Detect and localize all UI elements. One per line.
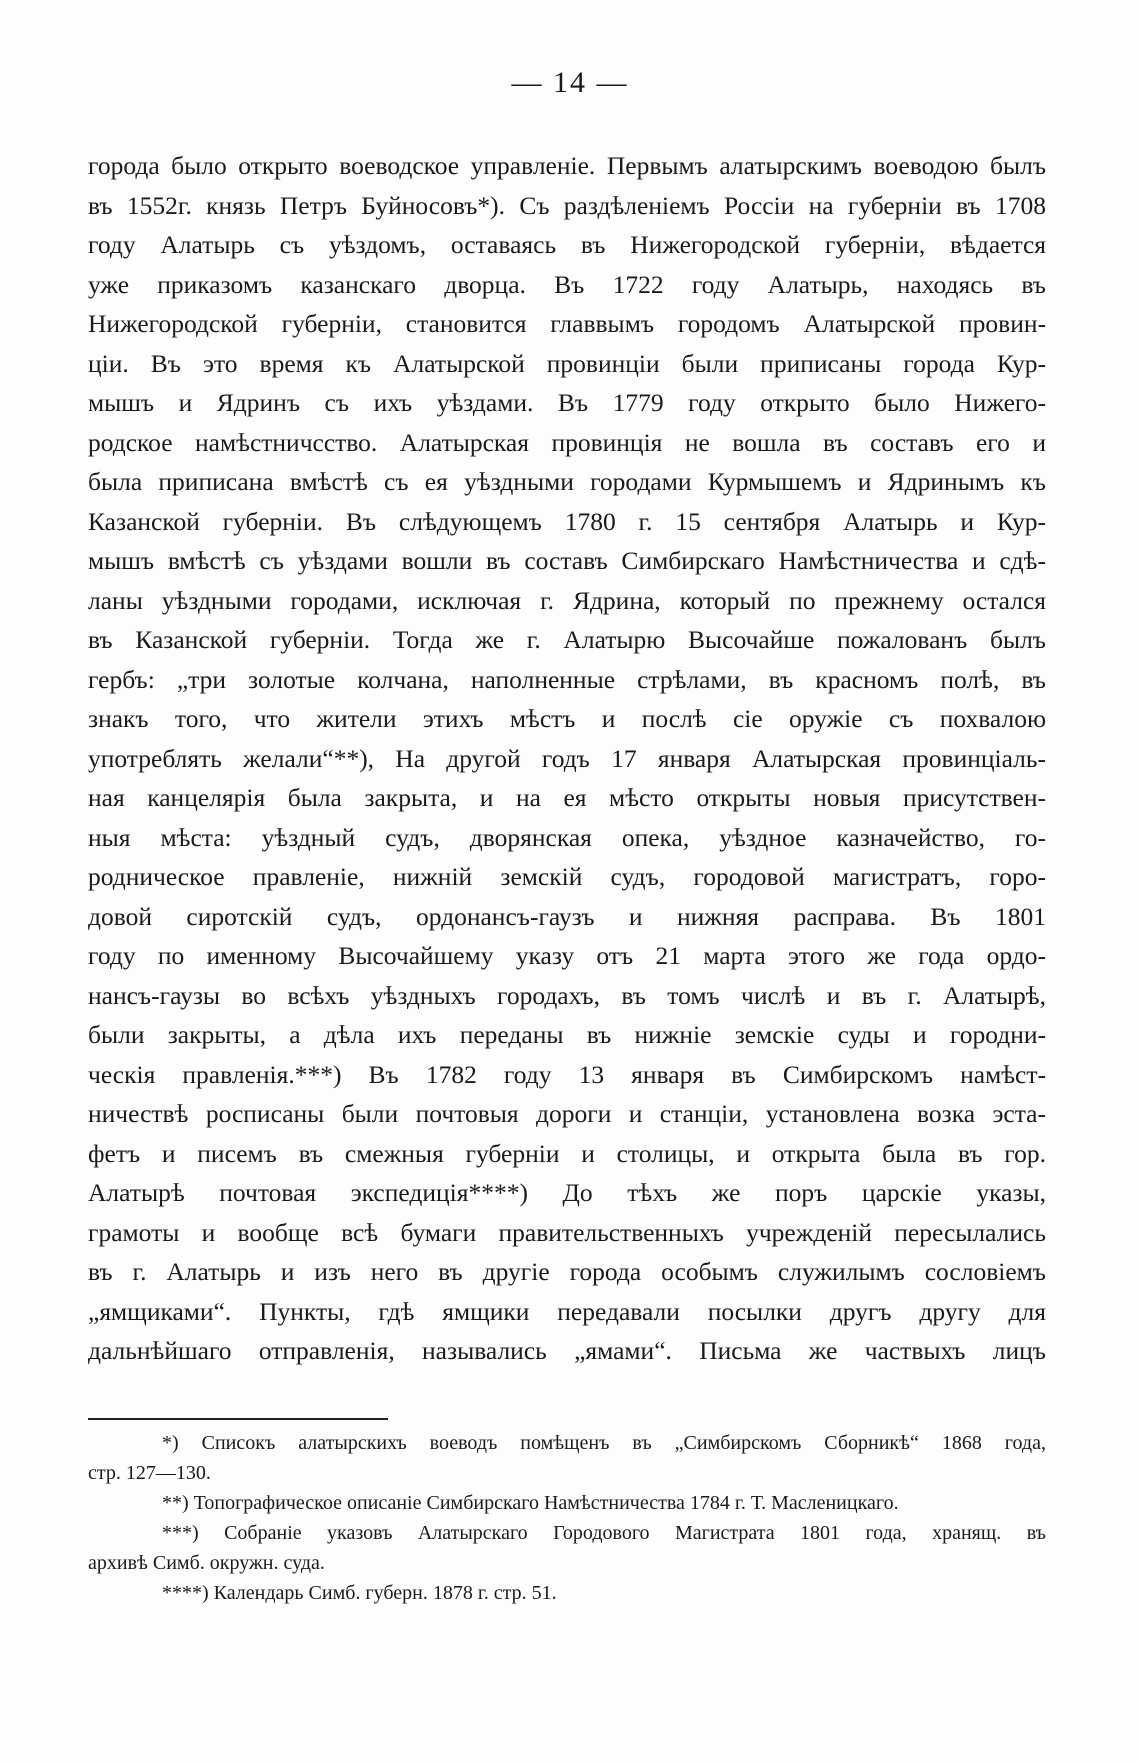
text-line: грамоты и вообще всѣ бумаги правительственныхъ учрежденій пересылались	[88, 1217, 1046, 1247]
text-line: году по именному Высочайшему указу отъ 21 марта этого же года ордо-	[88, 941, 1046, 970]
text-line: фетъ и писемъ въ смежныя губерніи и столицы, и открыта была въ гор.	[88, 1138, 1046, 1168]
text-line: города было открыто воеводское управленіе. Первымъ алатырскимъ воеводою былъ	[88, 151, 1046, 180]
text-line: ческія правленія.***) Въ 1782 году 13 января въ Симбирскомъ намѣст-	[88, 1059, 1046, 1089]
footnote-line: ****) Календарь Симб. губерн. 1878 г. стр. 51.	[162, 1582, 557, 1604]
text-line: въ Казанской губерніи. Тогда же г. Алатырю Высочайше пожалованъ былъ	[88, 625, 1046, 654]
text-line: въ г. Алатырь и изъ него въ другіе города особымъ служилымъ сословіемъ	[88, 1257, 1046, 1286]
text-line: году Алатырь съ уѣздомъ, оставаясь въ Нижегородской губерніи, вѣдается	[88, 230, 1046, 259]
text-line: ціи. Въ это время къ Алатырской провинціи были приписаны города Кур-	[88, 348, 1046, 378]
text-line: Алатырѣ почтовая экспедиція****) До тѣхъ же поръ царскіе указы,	[88, 1178, 1046, 1207]
text-line: „ямщиками“. Пункты, гдѣ ямщики передавали посылки другъ другу для	[88, 1296, 1046, 1326]
text-line: въ 1552г. князь Петръ Буйносовъ*). Съ раздѣленіемъ Россіи на губерніи въ 1708	[88, 190, 1046, 220]
text-line: довой сиротскій судъ, ордонансъ-гаузъ и нижняя расправа. Въ 1801	[88, 901, 1046, 931]
text-line: ныя мѣста: уѣздный судъ, дворянская опека, уѣздное казначейство, го-	[88, 822, 1046, 852]
text-line: были закрыты, а дѣла ихъ переданы въ нижніе земскіе суды и городни-	[88, 1020, 1046, 1049]
text-line: была приписана вмѣстѣ съ ея уѣздными городами Курмышемъ и Ядринымъ къ	[88, 467, 1046, 496]
body-text	[88, 146, 1046, 1371]
text-line: родническое правленіе, нижній земскій судъ, городовой магистратъ, горо-	[88, 862, 1046, 891]
text-line: ланы уѣздными городами, исключая г. Ядрина, который по прежнему остался	[88, 585, 1046, 615]
text-line: употреблять желали“**), На другой годъ 17 января Алатырская провинціаль-	[88, 743, 1046, 773]
text-line: нансъ-гаузы во всѣхъ уѣздныхъ городахъ, въ томъ числѣ и въ г. Алатырѣ,	[88, 980, 1046, 1010]
text-line: уже приказомъ казанскаго дворца. Въ 1722 году Алатырь, находясь въ	[88, 269, 1046, 299]
text-line: знакъ того, что жители этихъ мѣстъ и послѣ сіе оружіе съ похвалою	[88, 704, 1046, 733]
footnote-line: *) Списокъ алатырскихъ воеводъ помѣщенъ въ „Симбирскомъ Сборникѣ“ 1868 года,	[162, 1432, 1046, 1454]
text-line: Нижегородской губерніи, становится главвымъ городомъ Алатырской провин-	[88, 309, 1046, 338]
text-line: мышъ и Ядринъ съ ихъ уѣздами. Въ 1779 году открыто было Нижего-	[88, 388, 1046, 417]
text-line: гербъ: „три золотые колчана, наполненные стрѣлами, въ красномъ полѣ, въ	[88, 664, 1046, 694]
text-line: родское намѣстничсство. Алатырская провинція не вошла въ составъ его и	[88, 427, 1046, 457]
footnotes	[88, 1428, 1046, 1608]
footnote-line: архивѣ Симб. окружн. суда.	[88, 1552, 325, 1574]
footnote-line: стр. 127—130.	[88, 1462, 211, 1484]
footnote-divider	[88, 1418, 388, 1420]
text-line: дальнѣйшаго отправленія, назывались „ямами“. Письма же частвыхъ лицъ	[88, 1336, 1046, 1365]
text-line: ная канцелярія была закрыта, и на ея мѣсто открыты новыя присутствен-	[88, 783, 1046, 812]
text-line: мышъ вмѣстѣ съ уѣздами вошли въ составъ Симбирскаго Намѣстничества и сдѣ-	[88, 546, 1046, 575]
page-number: — 14 —	[511, 66, 629, 99]
text-line: Казанской губерніи. Въ слѣдующемъ 1780 г. 15 сентября Алатырь и Кур-	[88, 506, 1046, 536]
footnote-line: **) Топографическое описаніе Симбирскаго Намѣстничества 1784 г. Т. Масленицкаго.	[162, 1492, 899, 1514]
footnote-line: ***) Собраніе указовъ Алатырскаго Городового Магистрата 1801 года, хранящ. въ	[162, 1522, 1046, 1544]
text-line: ничествѣ росписаны были почтовыя дороги и станціи, установлена возка эста-	[88, 1099, 1046, 1128]
